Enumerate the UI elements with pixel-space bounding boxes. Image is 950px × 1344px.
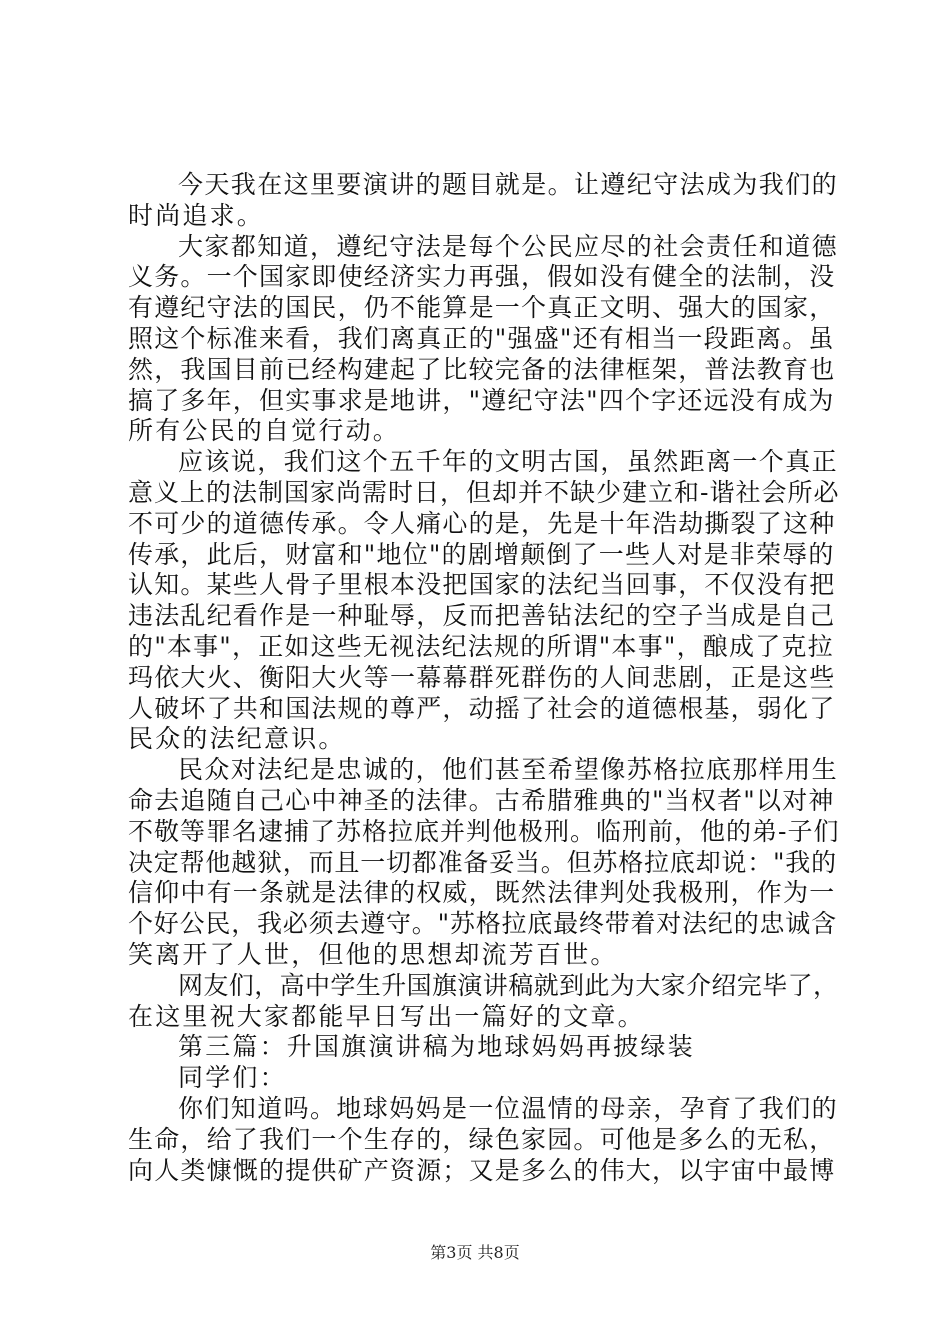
text-line: 同学们： xyxy=(178,1063,287,1093)
body-text xyxy=(128,170,838,1186)
text-line: 所有公民的自觉行动。 xyxy=(128,416,401,446)
text-line: 大家都知道，遵纪守法是每个公民应尽的社会责任和道德 xyxy=(178,231,839,261)
text-line: 传承，此后，财富和"地位"的剧增颠倒了一些人对是非荣辱的 xyxy=(128,539,835,569)
text-line: 个好公民，我必须去遵守。"苏格拉底最终带着对法纪的忠诚含 xyxy=(128,909,837,939)
text-line: 第三篇：升国旗演讲稿为地球妈妈再披绿装 xyxy=(178,1032,695,1062)
text-line: 不可少的道德传承。令人痛心的是，先是十年浩劫撕裂了这种 xyxy=(128,508,836,538)
text-line: 义务。一个国家即使经济实力再强，假如没有健全的法制，没 xyxy=(128,262,836,292)
text-line: 向人类慷慨的提供矿产资源；又是多么的伟大，以宇宙中最博 xyxy=(128,1155,836,1185)
text-line: 命去追随自己心中神圣的法律。古希腊雅典的"当权者"以对神 xyxy=(128,785,835,815)
text-line: 你们知道吗。地球妈妈是一位温情的母亲，孕育了我们的 xyxy=(178,1093,839,1123)
text-line: 违法乱纪看作是一种耻辱，反而把善钻法纪的空子当成是自己 xyxy=(128,601,836,631)
text-line: 生命，给了我们一个生存的，绿色家园。可他是多么的无私， xyxy=(128,1124,836,1154)
text-line: 决定帮他越狱，而且一切都准备妥当。但苏格拉底却说："我的 xyxy=(128,847,837,877)
text-line: 的"本事"，正如这些无视法纪法规的所谓"本事"，酿成了克拉 xyxy=(128,631,834,661)
text-line: 然，我国目前已经构建起了比较完备的法律框架，普法教育也 xyxy=(128,354,836,384)
page-footer: 第3页 共8页 xyxy=(430,1243,520,1262)
text-line: 意义上的法制国家尚需时日，但却并不缺少建立和-谐社会所必 xyxy=(128,477,840,507)
text-line: 民众对法纪是忠诚的，他们甚至希望像苏格拉底那样用生 xyxy=(178,755,839,785)
text-line: 今天我在这里要演讲的题目就是。让遵纪守法成为我们的 xyxy=(178,170,839,199)
text-line: 玛依大火、衡阳大火等一幕幕群死群伤的人间悲剧，正是这些 xyxy=(128,662,836,692)
text-line: 有遵纪守法的国民，仍不能算是一个真正文明、强大的国家， xyxy=(128,293,836,323)
text-line: 搞了多年，但实事求是地讲，"遵纪守法"四个字还远没有成为 xyxy=(128,385,835,415)
text-line: 应该说，我们这个五千年的文明古国，虽然距离一个真正 xyxy=(178,447,839,477)
text-line: 照这个标准来看，我们离真正的"强盛"还有相当一段距离。虽 xyxy=(128,323,835,353)
text-line: 民众的法纪意识。 xyxy=(128,724,346,754)
text-line: 时尚追求。 xyxy=(128,200,265,230)
text-line: 人破坏了共和国法规的尊严，动摇了社会的道德根基，弱化了 xyxy=(128,693,836,723)
text-line: 在这里祝大家都能早日写出一篇好的文章。 xyxy=(128,1001,645,1031)
text-line: 不敬等罪名逮捕了苏格拉底并判他极刑。临刑前，他的弟-子们 xyxy=(128,816,840,846)
text-line: 认知。某些人骨子里根本没把国家的法纪当回事，不仅没有把 xyxy=(128,570,836,600)
text-line: 网友们，高中学生升国旗演讲稿就到此为大家介绍完毕了， xyxy=(178,970,839,1000)
text-line: 信仰中有一条就是法律的权威，既然法律判处我极刑，作为一 xyxy=(128,878,836,908)
text-line: 笑离开了人世，但他的思想却流芳百世。 xyxy=(128,939,618,969)
